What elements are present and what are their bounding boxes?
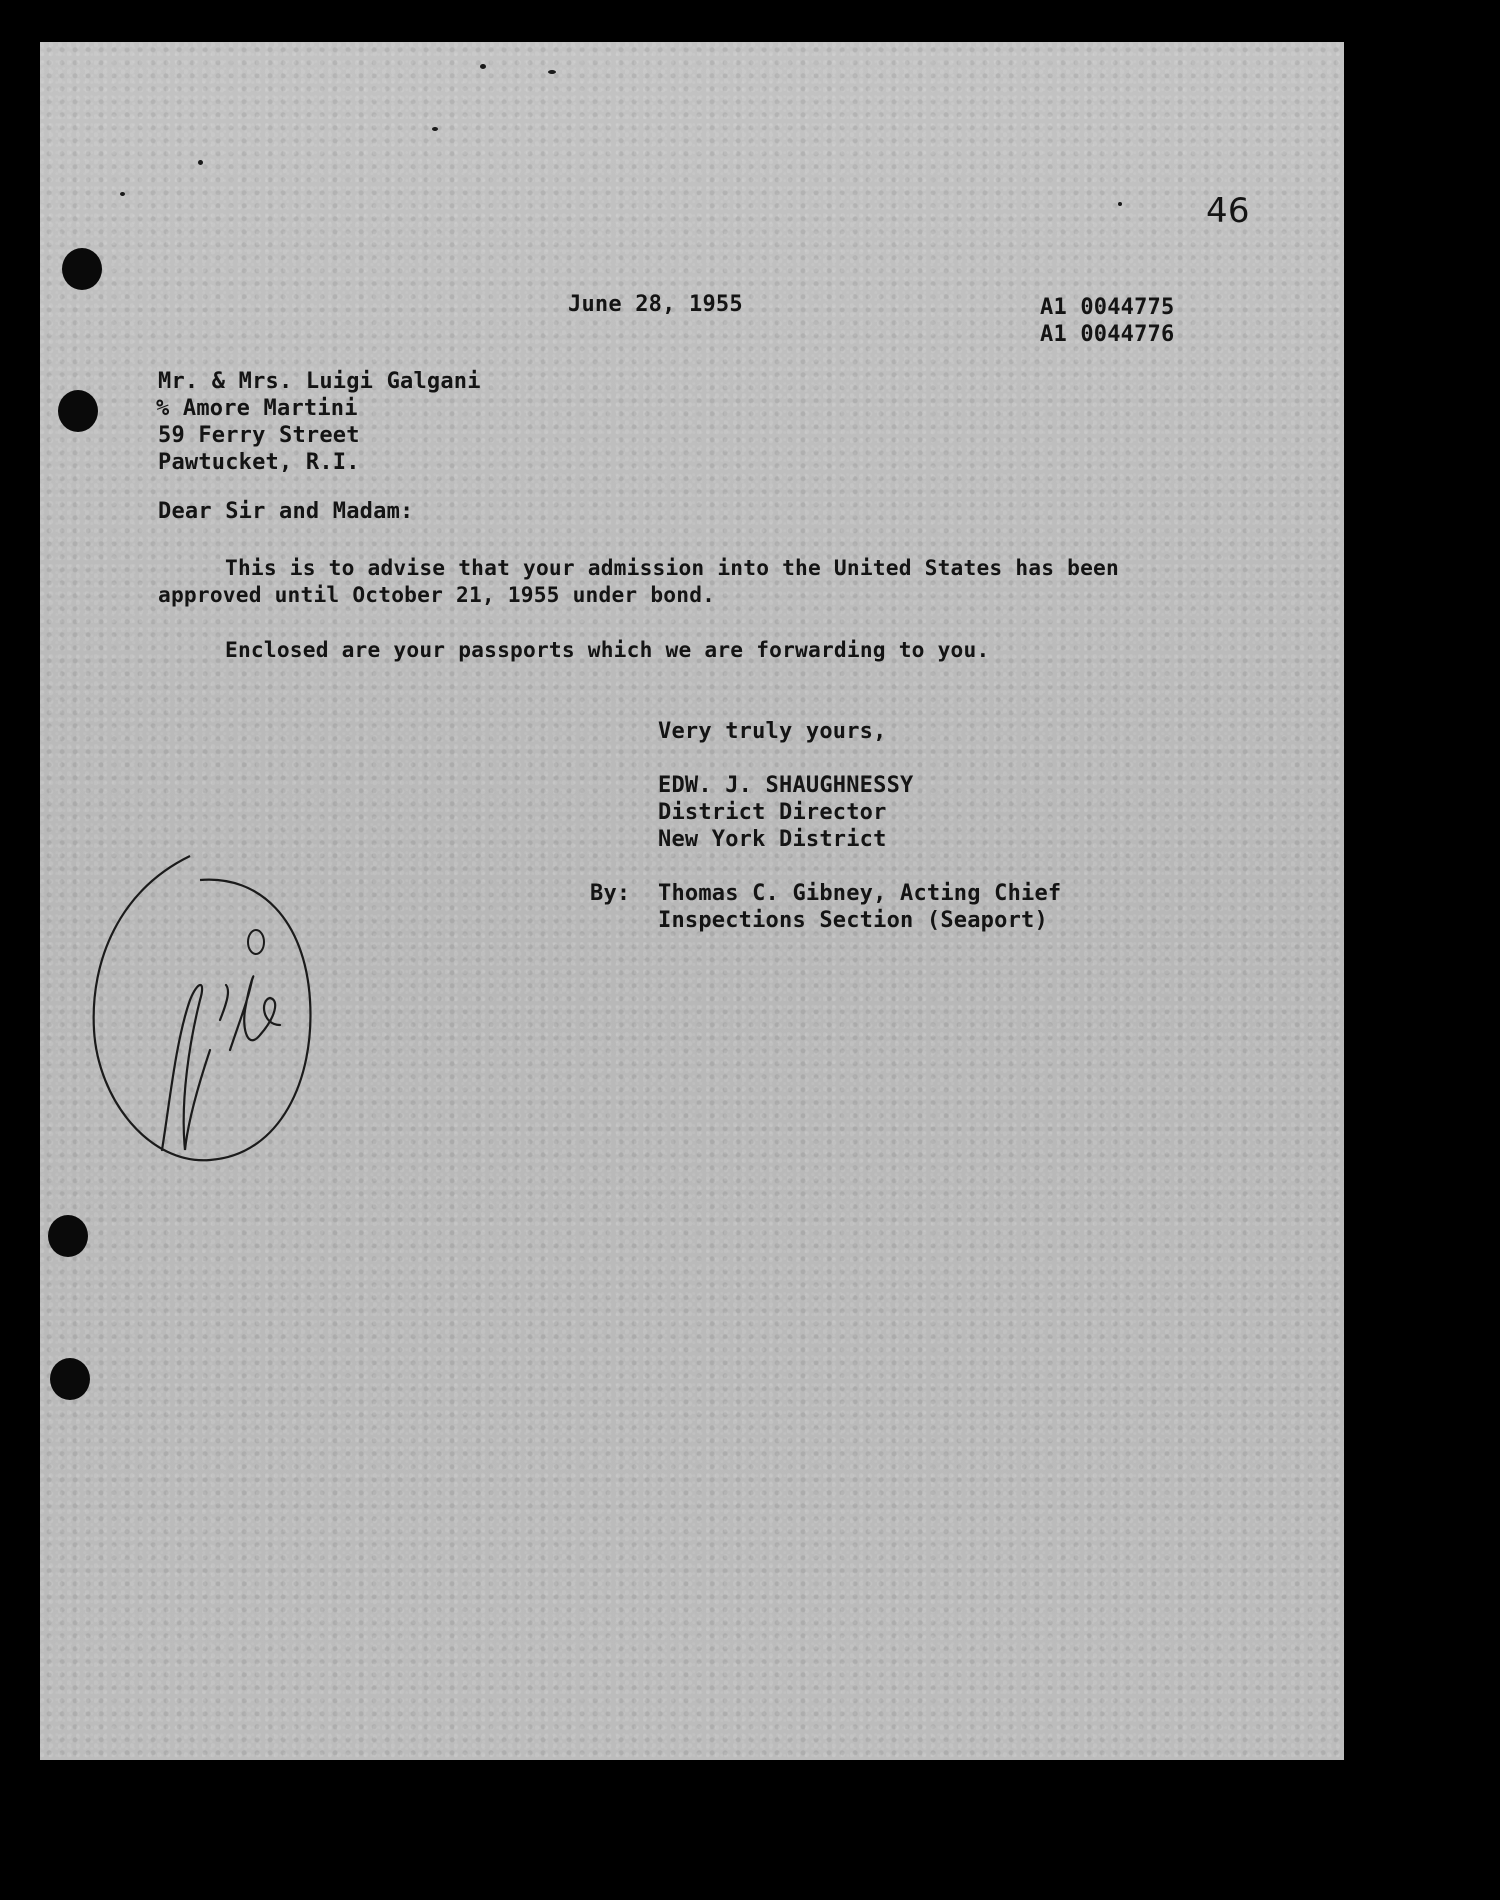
by-label: By: <box>590 881 631 906</box>
ink-speck <box>120 192 125 196</box>
handwritten-file-note <box>80 850 320 1170</box>
punch-hole-1 <box>62 248 102 290</box>
signature-district: New York District <box>658 827 887 852</box>
address-line-4: Pawtucket, R.I. <box>158 450 360 475</box>
file-number-2: A1 0044776 <box>1040 322 1175 347</box>
letter-date: June 28, 1955 <box>568 292 743 317</box>
page-number: 46 <box>1206 191 1250 231</box>
punch-hole-2 <box>58 390 98 432</box>
ink-speck <box>548 70 556 74</box>
handwriting-file <box>162 976 280 1150</box>
ink-speck <box>480 64 486 69</box>
punch-hole-3 <box>48 1215 88 1257</box>
address-line-1: Mr. & Mrs. Luigi Galgani <box>158 369 481 394</box>
salutation: Dear Sir and Madam: <box>158 499 414 524</box>
signature-title: District Director <box>658 800 887 825</box>
address-line-2: % Amore Martini <box>156 396 358 421</box>
ink-speck <box>198 160 203 165</box>
body-paragraph-1-line-2: approved until October 21, 1955 under bond. <box>158 582 716 607</box>
address-line-3: 59 Ferry Street <box>158 423 360 448</box>
by-line-2: Inspections Section (Seaport) <box>658 908 1048 933</box>
by-line-1: Thomas C. Gibney, Acting Chief <box>658 881 1062 906</box>
body-paragraph-1-line-1: This is to advise that your admission into the United States has been <box>225 555 1119 580</box>
signature-name: EDW. J. SHAUGHNESSY <box>658 773 914 798</box>
document-page <box>40 42 1344 1760</box>
circle-mark <box>94 856 311 1160</box>
closing: Very truly yours, <box>658 719 887 744</box>
ink-speck <box>1118 202 1122 206</box>
file-number-1: A1 0044775 <box>1040 295 1175 320</box>
body-paragraph-2: Enclosed are your passports which we are forwarding to you. <box>225 637 990 662</box>
ink-speck <box>432 127 438 131</box>
punch-hole-4 <box>50 1358 90 1400</box>
